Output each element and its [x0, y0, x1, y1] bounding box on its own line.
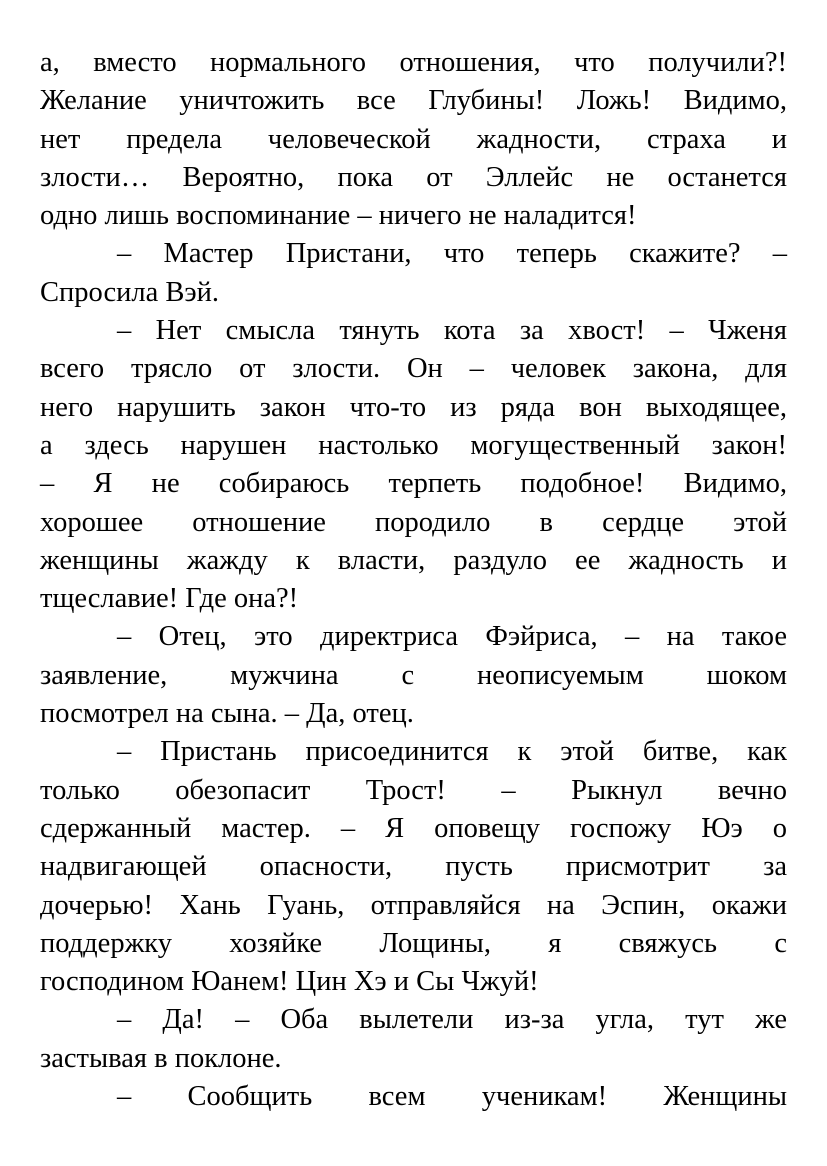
text-line: застывая в поклоне. [40, 1042, 282, 1074]
text-line: всего трясло от злости. Он – человек закона, для [40, 353, 787, 385]
text-line: злости… Вероятно, пока от Эллейс не останется [40, 161, 787, 193]
text-line: а, вместо нормального отношения, что получили?! [40, 47, 787, 78]
text-line: только обезопасит Трост! – Рыкнул вечно [40, 774, 787, 806]
text-line: – Мастер Пристани, что теперь скажите? – [117, 238, 787, 270]
text-line: Желание уничтожить все Глубины! Ложь! Видимо, [40, 85, 787, 117]
text-line: сдержанный мастер. – Я оповещу госпожу Юэ о [40, 812, 787, 844]
text-line: – Я не собираюсь терпеть подобное! Видимо, [40, 468, 787, 500]
text-line: надвигающей опасности, пусть присмотрит за [40, 851, 787, 883]
text-line: одно лишь воспоминание – ничего не наладится! [40, 200, 637, 232]
text-line: – Отец, это директриса Фэйриса, – на такое [117, 621, 787, 653]
text-line: него нарушить закон что-то из ряда вон выходящее, [40, 391, 787, 423]
text-line: женщины жажду к власти, раздуло ее жадность и [40, 544, 787, 576]
text-line: а здесь нарушен настолько могущественный закон! [40, 429, 787, 461]
text-line: господином Юанем! Цин Хэ и Сы Чжуй! [40, 966, 539, 998]
text-line: – Пристань присоединится к этой битве, как [117, 736, 787, 768]
text-line: заявление, мужчина с неописуемым шоком [40, 659, 787, 691]
text-line: тщеславие! Где она?! [40, 583, 299, 615]
text-line: дочерью! Хань Гуань, отправляйся на Эспин, окажи [40, 889, 787, 921]
text-line: – Сообщить всем ученикам! Женщины [117, 1081, 787, 1113]
text-line: – Нет смысла тянуть кота за хвост! – Чженя [117, 315, 787, 347]
text-line: поддержку хозяйке Лощины, я свяжусь с [40, 927, 787, 959]
text-line: хорошее отношение породило в сердце этой [40, 506, 787, 538]
text-line: – Да! – Оба вылетели из-за угла, тут же [117, 1004, 787, 1036]
body-text [40, 44, 787, 1116]
text-line: нет предела человеческой жадности, страха и [40, 123, 787, 155]
text-line: Спросила Вэй. [40, 276, 219, 308]
text-line: посмотрел на сына. – Да, отец. [40, 698, 414, 730]
